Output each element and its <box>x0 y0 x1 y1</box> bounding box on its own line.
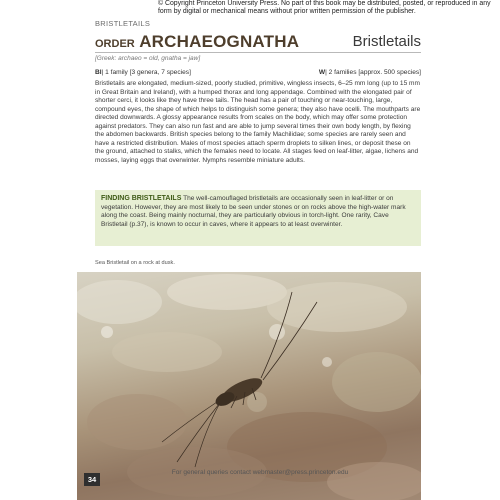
order-name: ARCHAEOGNATHA <box>139 32 300 51</box>
order-label: ORDER <box>95 38 135 50</box>
etymology: [Greek: archaeo = old, gnatha = jaw] <box>95 55 201 62</box>
stats-world: W| 2 families [approx. 500 species] <box>318 69 421 76</box>
finding-heading: FINDING BRISTLETAILS <box>101 195 182 202</box>
footer-note: For general queries contact webmaster@press.princeton.edu <box>171 469 349 476</box>
rock-photo-illustration <box>77 272 421 500</box>
page-number: 34 <box>84 473 100 486</box>
finding-body: The well-camouflaged bristletails are occasionally seen in leaf-litter or on vegetation. However, they are most likely to be seen under stones or on rocks above the high-water mark along the coast. Being mainly nocturnal, they are particularly obvious in torch-light. One rarity, Cave Bristletail (p.37), is known to occur in caves, where it appears to at least overwinter. <box>101 195 406 228</box>
section-tag: BRISTLETAILS <box>95 19 151 28</box>
title-divider <box>95 52 421 53</box>
order-title-row <box>95 32 421 52</box>
photo-caption: Sea Bristletail on a rock at dusk. <box>95 260 175 266</box>
finding-text-block <box>101 195 417 229</box>
stats-british: BI| 1 family [3 genera, 7 species] <box>95 69 191 76</box>
bristletail-photo <box>77 272 421 500</box>
body-paragraph: Bristletails are elongated, medium-sized, poorly studied, primitive, wingless insects, 6–25 mm long (up to 15 mm in Great Britain and Ireland), with a humped thorax and long appendage. Combined with the elongated pair of shorter cerci, it looks like they have three tails. The head has a pair of touching or near-touching, large, compound eyes, the shape of which helps to distinguish some genera; they also have ocelli. The mouthparts are directed downwards. A glossy appearance results from scales on the body, which may offer some protection against predators. They can also run fast and are able to jump several times their own body length, by flexing the abdomen backwards. British species belong to the family Machilidae; some species are rarely seen and have a restricted distribution. Males of most species attach sperm droplets to silken lines, or deposit these on the ground, attached to stalks, which the females need to locate. All stages feed on leaf-litter, algae, lichens and mosses, laying eggs that overwinter. Nymphs resemble miniature adults. <box>95 80 421 164</box>
common-name: Bristletails <box>352 33 421 50</box>
copyright-notice: © Copyright Princeton University Press. No part of this book may be distributed, posted, or reproduced in any form by digital or mechanical means without prior written permission of the publisher. <box>158 0 491 16</box>
finding-box <box>95 190 421 246</box>
